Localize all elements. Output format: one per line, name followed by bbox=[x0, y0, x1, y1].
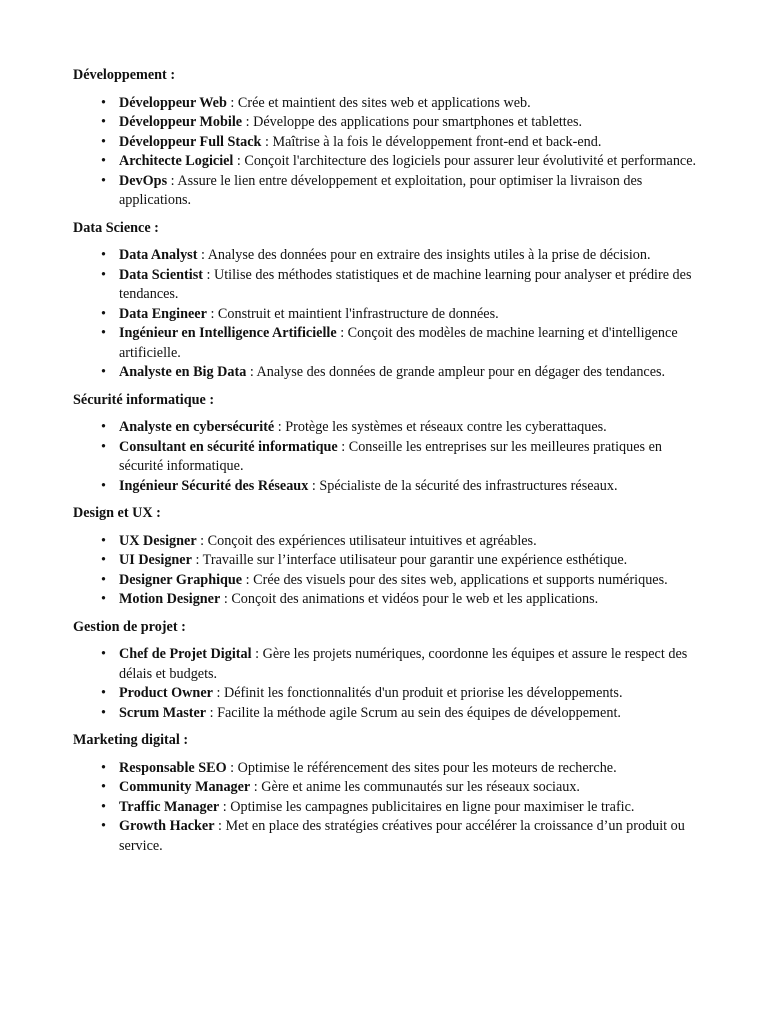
list-item bbox=[119, 778, 698, 798]
section-list bbox=[73, 418, 698, 496]
section-title: Design et UX : bbox=[73, 505, 161, 521]
item-description: : Met en place des stratégies créatives pour accélérer la croissance d’un produit ou service. bbox=[119, 818, 685, 854]
section-title: Gestion de projet : bbox=[73, 618, 186, 635]
item-description: : Gère les projets numériques, coordonne les équipes et assure le respect des délais et budgets. bbox=[119, 646, 688, 682]
list-item bbox=[119, 590, 698, 610]
item-term: DevOps bbox=[119, 172, 168, 189]
section-1 bbox=[73, 219, 698, 383]
item-term: Chef de Projet Digital bbox=[119, 646, 252, 662]
list-item bbox=[119, 152, 698, 172]
section-title: Sécurité informatique : bbox=[73, 391, 215, 408]
section-title: Data Science : bbox=[73, 219, 159, 236]
list-item bbox=[119, 817, 698, 856]
item-term: UX Designer bbox=[119, 532, 197, 549]
item-description: : Construit et maintient l'infrastructure de données. bbox=[206, 305, 499, 322]
item-description: : Conseille les entreprises sur les meilleures pratiques en sécurité informatique. bbox=[119, 438, 662, 474]
item-description: : Assure le lien entre développement et exploitation, pour optimiser la livraison des applications. bbox=[119, 172, 643, 208]
section-title: Développement : bbox=[73, 67, 176, 83]
section-list bbox=[73, 94, 698, 211]
list-item bbox=[119, 684, 698, 704]
item-description: : Facilite la méthode agile Scrum au sein des équipes de développement. bbox=[206, 704, 621, 721]
item-description: : Analyse des données de grande ampleur pour en dégager des tendances. bbox=[246, 364, 666, 380]
list-item bbox=[119, 418, 698, 438]
section-list bbox=[73, 532, 698, 610]
item-term: Consultant en sécurité informatique bbox=[119, 438, 338, 455]
section-3 bbox=[73, 504, 698, 610]
item-description: : Protège les systèmes et réseaux contre les cyberattaques. bbox=[274, 419, 607, 435]
item-term: Designer Graphique bbox=[119, 571, 243, 588]
item-description: : Conçoit des modèles de machine learning et d'intelligence artificielle. bbox=[119, 325, 678, 361]
item-term: Data Analyst bbox=[119, 247, 198, 263]
item-description: : Crée des visuels pour des sites web, applications et supports numériques. bbox=[242, 571, 668, 588]
item-term: Architecte Logiciel bbox=[119, 153, 234, 169]
item-term: Développeur Full Stack bbox=[119, 133, 262, 150]
list-item bbox=[119, 438, 698, 477]
section-4 bbox=[73, 618, 698, 724]
list-item bbox=[119, 94, 698, 114]
item-term: Community Manager bbox=[119, 779, 251, 795]
item-term: Data Scientist bbox=[119, 266, 203, 283]
list-item bbox=[119, 798, 698, 818]
item-description: : Crée et maintient des sites web et applications web. bbox=[226, 94, 531, 111]
section-list bbox=[73, 759, 698, 857]
section-5 bbox=[73, 731, 698, 856]
item-description: : Gère et anime les communautés sur les réseaux sociaux. bbox=[250, 779, 580, 795]
item-description: : Développe des applications pour smartphones et tablettes. bbox=[242, 114, 583, 130]
item-description: : Conçoit l'architecture des logiciels pour assurer leur évolutivité et performance. bbox=[233, 153, 697, 169]
item-term: Ingénieur Sécurité des Réseaux bbox=[119, 477, 309, 494]
item-term: Développeur Mobile bbox=[119, 114, 243, 130]
item-description: : Conçoit des animations et vidéos pour le web et les applications. bbox=[220, 591, 599, 607]
item-description: : Conçoit des expériences utilisateur intuitives et agréables. bbox=[196, 532, 537, 549]
item-term: Data Engineer bbox=[119, 305, 207, 322]
item-description: : Travaille sur l’interface utilisateur pour garantir une expérience esthétique. bbox=[191, 552, 628, 568]
item-term: Ingénieur en Intelligence Artificielle bbox=[119, 325, 337, 341]
list-item bbox=[119, 266, 698, 305]
item-description: : Définit les fonctionnalités d'un produit et priorise les développements. bbox=[212, 685, 623, 701]
list-item bbox=[119, 363, 698, 383]
list-item bbox=[119, 645, 698, 684]
list-item bbox=[119, 477, 698, 497]
item-term: Motion Designer bbox=[119, 591, 221, 607]
list-item bbox=[119, 551, 698, 571]
list-item bbox=[119, 172, 698, 211]
list-item bbox=[119, 759, 698, 779]
sections-container bbox=[73, 66, 698, 856]
item-term: Traffic Manager bbox=[119, 798, 220, 815]
list-item bbox=[119, 113, 698, 133]
item-term: Analyste en Big Data bbox=[119, 364, 247, 380]
list-item bbox=[119, 305, 698, 325]
item-description: : Maîtrise à la fois le développement front-end et back-end. bbox=[261, 133, 602, 150]
item-term: Développeur Web bbox=[119, 94, 227, 111]
section-list bbox=[73, 645, 698, 723]
item-term: Growth Hacker bbox=[119, 818, 215, 834]
item-term: Product Owner bbox=[119, 685, 213, 701]
section-title: Marketing digital : bbox=[73, 732, 189, 748]
item-description: : Spécialiste de la sécurité des infrastructures réseaux. bbox=[308, 477, 618, 494]
section-0 bbox=[73, 66, 698, 211]
item-term: Responsable SEO bbox=[119, 759, 227, 776]
item-description: : Optimise les campagnes publicitaires en ligne pour maximiser le trafic. bbox=[219, 798, 635, 815]
item-term: Scrum Master bbox=[119, 704, 207, 721]
item-term: UI Designer bbox=[119, 552, 192, 568]
item-description: : Optimise le référencement des sites pour les moteurs de recherche. bbox=[226, 759, 617, 776]
list-item bbox=[119, 133, 698, 153]
item-description: : Analyse des données pour en extraire des insights utiles à la prise de décision. bbox=[197, 247, 651, 263]
list-item bbox=[119, 324, 698, 363]
item-description: : Utilise des méthodes statistiques et de machine learning pour analyser et prédire des tendances. bbox=[119, 266, 692, 302]
list-item bbox=[119, 704, 698, 724]
list-item bbox=[119, 571, 698, 591]
list-item bbox=[119, 532, 698, 552]
item-term: Analyste en cybersécurité bbox=[119, 419, 275, 435]
section-2 bbox=[73, 391, 698, 497]
section-list bbox=[73, 246, 698, 383]
list-item bbox=[119, 246, 698, 266]
